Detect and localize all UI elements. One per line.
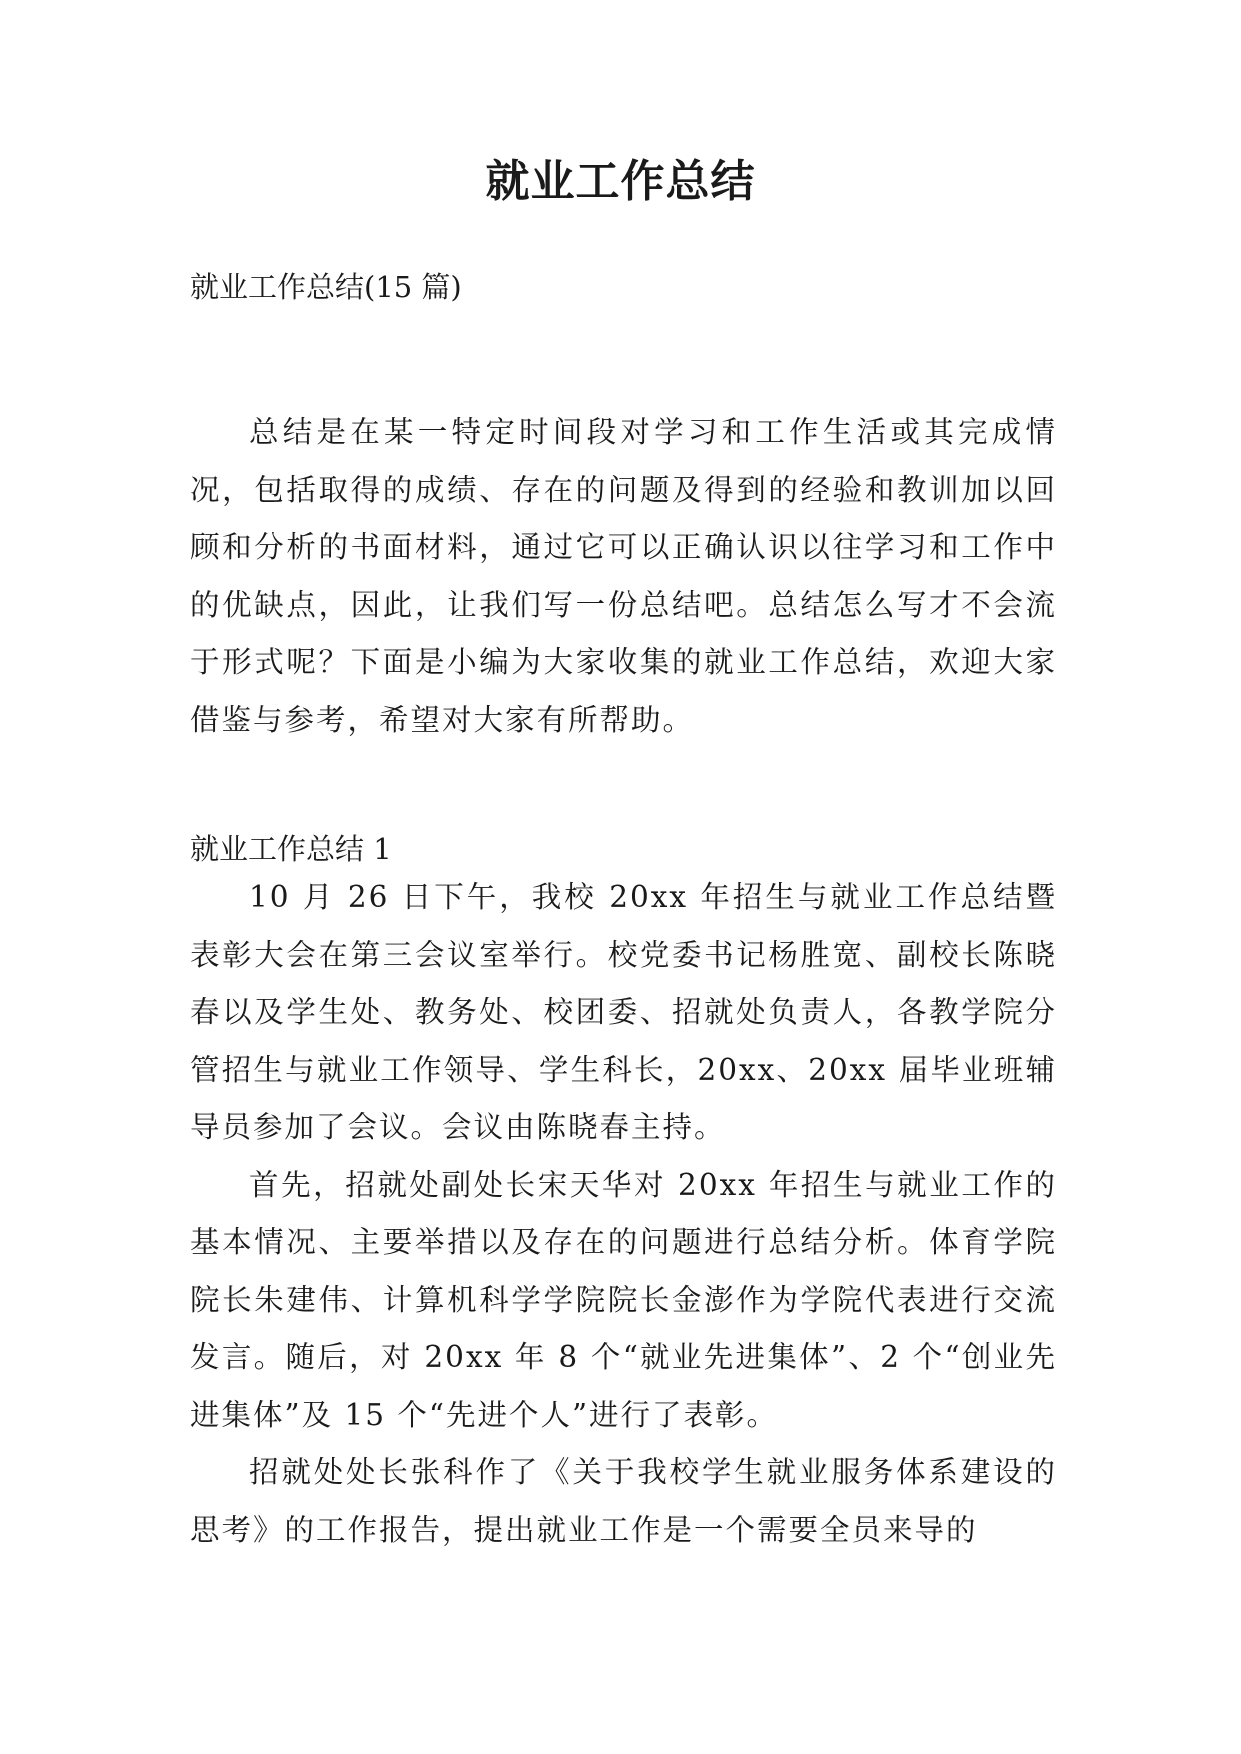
body-paragraph-3: 招就处处长张科作了《关于我校学生就业服务体系建设的思考》的工作报告，提出就业工作是一个需要全员来导的: [190, 1455, 1057, 1547]
document-subtitle: 就业工作总结(15 篇): [190, 270, 462, 304]
body-paragraph-1: 10 月 26 日下午，我校 20xx 年招生与就业工作总结暨表彰大会在第三会议室举行。校党委书记杨胜宽、副校长陈晓春以及学生处、教务处、校团委、招就处负责人，各教学院分管招生与就业工作领导、学生科长，20xx、20xx 届毕业班辅导员参加了会议。会议由陈晓春主持。: [190, 880, 1057, 1144]
intro-paragraph: 总结是在某一特定时间段对学习和工作生活或其完成情况，包括取得的成绩、存在的问题及得到的经验和教训加以回顾和分析的书面材料，通过它可以正确认识以往学习和工作中的优缺点，因此，让我们写一份总结吧。总结怎么写才不会流于形式呢？下面是小编为大家收集的就业工作总结，欢迎大家借鉴与参考，希望对大家有所帮助。: [190, 415, 1057, 737]
section-heading: 就业工作总结 1: [190, 832, 392, 866]
intro-section: [190, 404, 1057, 749]
body-paragraph-2: 首先，招就处副处长宋天华对 20xx 年招生与就业工作的基本情况、主要举措以及存在的问题进行总结分析。体育学院院长朱建伟、计算机科学学院院长金澎作为学院代表进行交流发言。随后，对 20xx 年 8 个“就业先进集体”、2 个“创业先进集体”及 15 个“先进个人”进行了表彰。: [190, 1167, 1057, 1432]
document-title: 就业工作总结: [485, 156, 756, 207]
article-body: [190, 869, 1057, 1559]
